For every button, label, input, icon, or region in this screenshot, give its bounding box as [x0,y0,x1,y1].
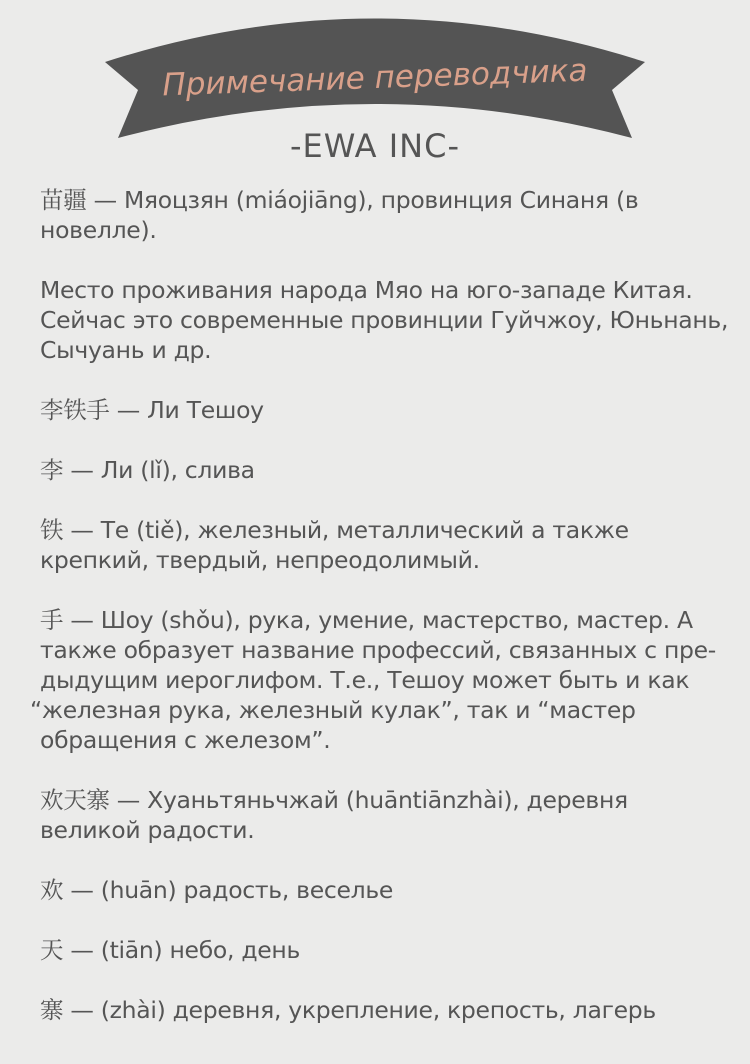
note-shou [30,605,730,755]
note-miaojiang: 苗疆 — Мяоцзян (miáojiāng), провинция Синаня (в новелле). [40,186,639,244]
header-banner [0,0,750,175]
note-huantianzhai: 欢天寨 — Хуаньтяньчжай (huāntiānzhài), деревня великой радости. [40,786,628,844]
note-shou-line-2: также образует название профессий, связанных с пре- [40,636,716,664]
note-shou-line-4: “железная рука, железный кулак”, так и “мастер [30,696,636,724]
banner-title: Примечание переводчика [161,52,589,104]
note-tian: 天 — (tiān) небо, день [40,936,301,964]
note-shou-line-1: 手 — Шоу (shǒu), рука, умение, мастерство, мастер. А [40,606,693,634]
note-shou-line-3: дыдущим иероглифом. Т.е., Тешоу может быть и как [40,666,690,694]
banner-subtitle: -EWA INC- [290,127,460,165]
note-li: 李 — Ли (lǐ), слива [40,456,255,484]
note-te: 铁 — Те (tiě), железный, металлический а также крепкий, твердый, непреодолимый. [40,516,629,574]
note-li-teshou: 李铁手 — Ли Тешоу [40,396,264,424]
note-shou-line-5: обращения с железом”. [40,726,331,754]
note-miao-people: Место проживания народа Мяо на юго-западе Китая. Сейчас это современные провинции Гуйчжоу, Юньнань, Сычуань и др. [40,276,729,364]
note-zhai: 寨 — (zhài) деревня, укрепление, крепость, лагерь [40,996,656,1024]
note-huan: 欢 — (huān) радость, веселье [40,876,394,904]
notes-content [30,185,730,1055]
